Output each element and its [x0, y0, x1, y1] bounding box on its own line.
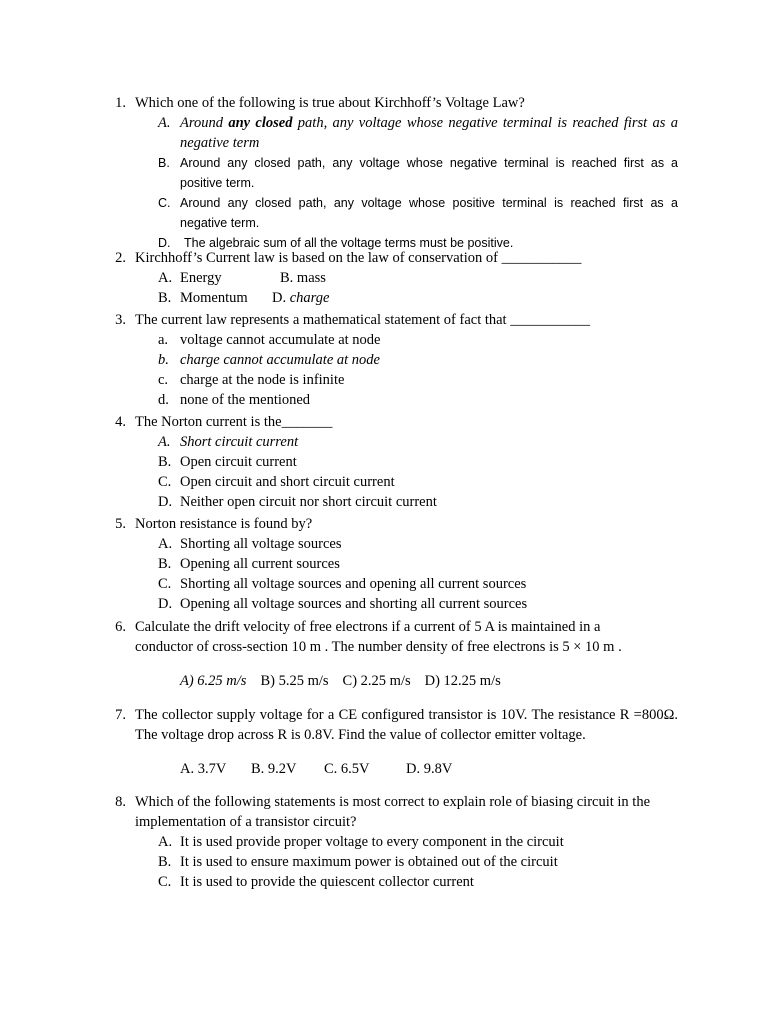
option-row-2-2 [108, 288, 678, 308]
question-4-stem [108, 412, 678, 432]
answer-row-7 [108, 759, 678, 779]
option-text: It is used to provide the quiescent collector current [180, 874, 474, 890]
option-letter: B. [158, 290, 172, 306]
option-5d [108, 594, 678, 614]
option-text: Shorting all voltage sources and opening all current sources [180, 576, 527, 592]
question-5 [108, 514, 678, 614]
option-letter: a. [158, 332, 169, 348]
option-text: voltage cannot accumulate at node [180, 332, 381, 348]
option-letter: A. [158, 270, 173, 286]
option-5c [108, 574, 678, 594]
option-letter: D. [158, 494, 173, 510]
option-text: Around any closed path, any voltage whose positive terminal is reached first as a negative term. [180, 196, 678, 230]
question-number: 6. [115, 619, 126, 635]
option-text: Shorting all voltage sources [180, 536, 342, 552]
option-text: Neither open circuit nor short circuit current [180, 494, 437, 510]
option-text-2: charge [289, 290, 330, 306]
option-5b [108, 554, 678, 574]
option-text: It is used provide proper voltage to every component in the circuit [180, 834, 564, 850]
question-8-stem [108, 792, 678, 832]
question-text: The Norton current is the_______ [135, 414, 333, 430]
question-1 [108, 93, 678, 253]
option-text-bold: any closed [228, 115, 293, 131]
option-text: charge at the node is infinite [180, 372, 345, 388]
question-8 [108, 792, 678, 892]
option-3c [108, 370, 678, 390]
option-1a [108, 113, 678, 153]
option-text-2: mass [296, 270, 326, 286]
option-text: The algebraic sum of all the voltage terms must be positive. [184, 236, 514, 250]
option-4d [108, 492, 678, 512]
question-text: The collector supply voltage for a CE configured transistor is 10V. The resistance R =800Ω. The voltage drop across R is 0.8V. Find the value of collector emitter voltage. [135, 707, 678, 743]
answer-6c: C) 2.25 m/s [342, 673, 411, 689]
option-3a [108, 330, 678, 350]
answer-6a: A) 6.25 m/s [180, 673, 247, 689]
option-1c [108, 193, 678, 233]
question-5-stem [108, 514, 678, 534]
question-2-stem [108, 248, 678, 268]
option-3b [108, 350, 678, 370]
option-letter: C. [158, 576, 172, 592]
option-letter: D. [158, 596, 173, 612]
answer-6d: D) 12.25 m/s [424, 673, 501, 689]
option-1b [108, 153, 678, 193]
option-letter: B. [158, 454, 172, 470]
question-text: Which one of the following is true about Kirchhoff’s Voltage Law? [135, 95, 525, 111]
question-6-stem [108, 617, 645, 657]
option-8a [108, 832, 678, 852]
option-letter-2: D. [272, 290, 287, 306]
option-text-pre: Around [180, 115, 229, 131]
option-letter: A. [158, 834, 173, 850]
question-7-stem [108, 705, 678, 745]
answer-6b: B) 5.25 m/s [260, 673, 329, 689]
question-text: Norton resistance is found by? [135, 516, 313, 532]
option-letter: A. [158, 115, 171, 131]
option-letter: B. [158, 854, 172, 870]
option-text: none of the mentioned [180, 392, 311, 408]
option-text: Energy [180, 270, 222, 286]
question-2 [108, 248, 678, 308]
question-number: 1. [115, 95, 126, 111]
option-8c [108, 872, 678, 892]
option-letter: b. [158, 352, 169, 368]
question-number: 2. [115, 250, 126, 266]
answer-7a: A. 3.7V [180, 761, 227, 777]
option-letter: D. [158, 236, 171, 250]
question-1-stem [108, 93, 678, 113]
option-text: Around any closed path, any voltage whose negative terminal is reached first as a positive term. [180, 156, 678, 190]
question-number: 3. [115, 312, 126, 328]
question-3-stem [108, 310, 678, 330]
question-text: Kirchhoff’s Current law is based on the law of conservation of ___________ [135, 250, 582, 266]
option-5a [108, 534, 678, 554]
question-number: 5. [115, 516, 126, 532]
option-4b [108, 452, 678, 472]
question-7 [108, 705, 678, 779]
option-text: Opening all voltage sources and shorting all current sources [180, 596, 528, 612]
option-text: Open circuit current [180, 454, 297, 470]
question-6 [108, 617, 678, 691]
option-text: charge cannot accumulate at node [180, 352, 380, 368]
question-text: Calculate the drift velocity of free electrons if a current of 5 A is maintained in a conductor of cross-section 10 m . The number density of free electrons is 5 × 10 m . [135, 619, 622, 655]
question-text: The current law represents a mathematical statement of fact that ___________ [135, 312, 590, 328]
option-letter: C. [158, 196, 171, 210]
option-letter: c. [158, 372, 169, 388]
option-4a [108, 432, 678, 452]
option-letter: A. [158, 434, 171, 450]
question-number: 8. [115, 794, 126, 810]
question-4 [108, 412, 678, 512]
option-3d [108, 390, 678, 410]
question-number: 4. [115, 414, 126, 430]
answer-7c: C. 6.5V [324, 761, 370, 777]
answer-row-6 [108, 671, 678, 691]
option-8b [108, 852, 678, 872]
question-3 [108, 310, 678, 410]
option-letter: d. [158, 392, 169, 408]
option-letter: A. [158, 536, 173, 552]
question-number: 7. [115, 707, 126, 723]
option-letter: C. [158, 474, 172, 490]
option-letter: B. [158, 156, 170, 170]
option-letter-2: B. [280, 270, 294, 286]
answer-7b: B. 9.2V [251, 761, 297, 777]
option-row-2-1 [108, 268, 678, 288]
option-text: Opening all current sources [180, 556, 340, 572]
option-text-post: path, any voltage whose negative terminal is reached first as a negative term [180, 115, 679, 151]
option-text: It is used to ensure maximum power is obtained out of the circuit [180, 854, 558, 870]
question-text: Which of the following statements is most correct to explain role of biasing circuit in the implementation of a transistor circuit? [135, 794, 651, 830]
option-text: Short circuit current [180, 434, 299, 450]
option-text: Open circuit and short circuit current [180, 474, 395, 490]
option-4c [108, 472, 678, 492]
option-letter: C. [158, 874, 172, 890]
answer-7d: D. 9.8V [406, 761, 453, 777]
option-text: Momentum [180, 290, 248, 306]
option-letter: B. [158, 556, 172, 572]
